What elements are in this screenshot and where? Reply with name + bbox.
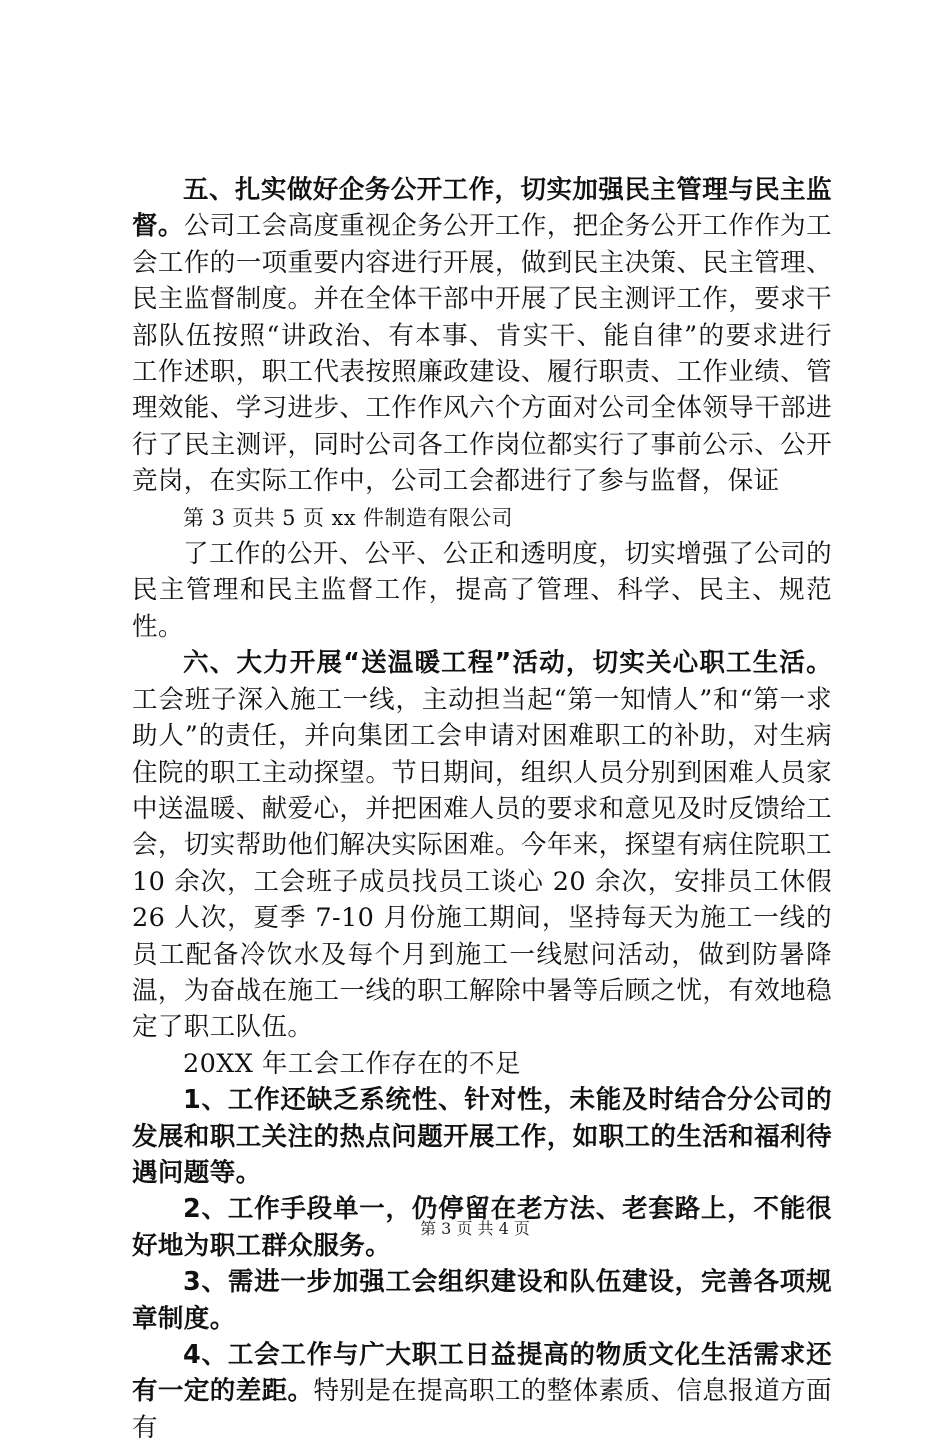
page-footer: 第 3 页 共 4 页 [420,1219,530,1238]
paragraph-five-text: 公司工会高度重视企务公开工作，把企务公开工作作为工会工作的一项重要内容进行开展，做到民主决策、民主管理、民主监督制度。并在全体干部中开展了民主测评工作，要求干部队伍按照“讲政治、有本事、肯实干、能自律”的要求进行工作述职，职工代表按照廉政建设、履行职责、工作业绩、管理效能、学习进步、工作作风六个方面对公司全体领导干部进行了民主测评，同时公司各工作岗位都实行了事前公示、公开竞岗，在实际工作中，公司工会都进行了参与监督，保证 [132,211,832,497]
page-note [132,500,832,536]
shortcoming-item-3-text: 3、需进一步加强工会组织建设和队伍建设，完善各项规章制度。 [132,1267,832,1334]
document-body [132,172,832,1446]
page-note-text: 第 3 页共 5 页 xx 件制造有限公司 [183,505,513,530]
shortcoming-item-4 [132,1337,832,1446]
paragraph-continuation-text: 了工作的公开、公平、公正和透明度，切实增强了公司的民主管理和民主监督工作，提高了管理、科学、民主、规范性。 [132,539,832,642]
paragraph-six-text: 工会班子深入施工一线，主动担当起“第一知情人”和“第一求助人”的责任，并向集团工会申请对困难职工的补助，对生病住院的职工主动探望。节日期间，组织人员分别到困难人员家中送温暖、献爱心，并把困难人员的要求和意见及时反馈给工会，切实帮助他们解决实际困难。今年来，探望有病住院职工 10 余次，工会班子成员找员工谈心 20 余次，安排员工休假 26 人次，夏季 7-10 月份施工期间，坚持每天为施工一线的员工配备冷饮水及每个月到施工一线慰问活动，做到防暑降温，为奋战在施工一线的职工解除中暑等后顾之忧，有效地稳定了职工队伍。 [132,684,832,1043]
shortcoming-item-3 [132,1264,832,1337]
shortcoming-item-4-heading: 4、工会工作与广大职工日益提高的物质文化生活需求还有一定的差距。 [132,1340,832,1407]
shortcoming-item-1 [132,1082,832,1191]
shortcomings-heading [132,1046,832,1082]
paragraph-five-heading: 五、扎实做好企务公开工作，切实加强民主管理与民主监督。 [132,175,832,242]
shortcomings-heading-text: 20XX 年工会工作存在的不足 [183,1048,521,1079]
paragraph-continuation [132,536,832,645]
shortcoming-item-4-text: 特别是在提高职工的整体素质、信息报道方面有 [132,1376,832,1443]
paragraph-five [132,172,832,500]
paragraph-six [132,645,832,1045]
shortcoming-item-1-text: 1、工作还缺乏系统性、针对性，未能及时结合分公司的发展和职工关注的热点问题开展工作，如职工的生活和福利待遇问题等。 [132,1085,832,1188]
shortcoming-item-2-text: 2、工作手段单一，仍停留在老方法、老套路上，不能很好地为职工群众服务。 [132,1194,832,1261]
paragraph-six-heading: 六、大力开展“送温暖工程”活动，切实关心职工生活。 [183,648,832,679]
